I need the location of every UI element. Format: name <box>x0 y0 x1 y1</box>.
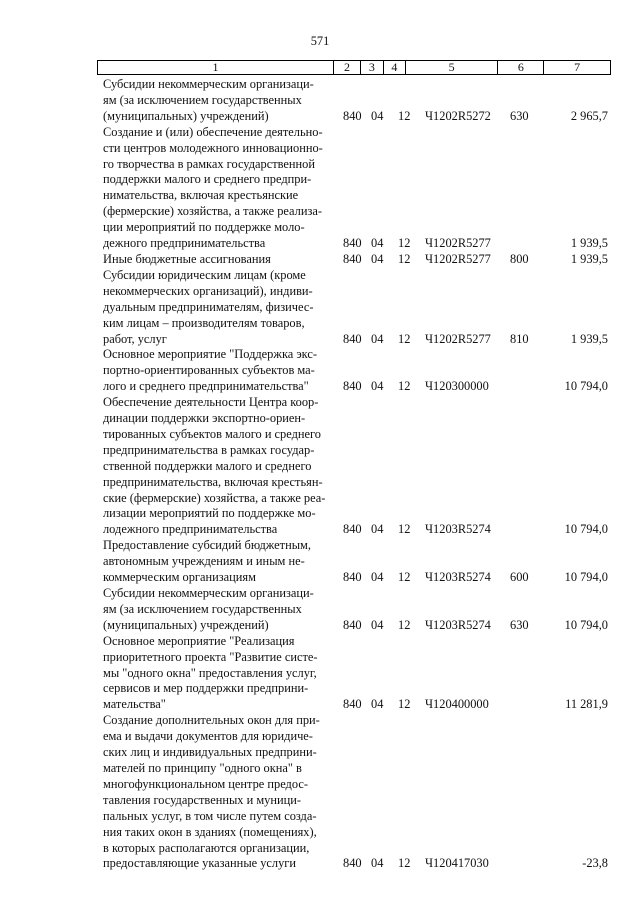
row-description <box>103 713 333 872</box>
description-line: коммерческим организациям <box>103 570 256 585</box>
table-body <box>0 77 640 872</box>
row-description <box>103 252 333 268</box>
cell-c7: 10 794,0 <box>564 522 608 537</box>
page-number: 571 <box>310 34 330 48</box>
cell-c7: 1 939,5 <box>570 251 608 266</box>
description-line: предпринимательства, включая крестьян- <box>103 474 323 489</box>
description-line: сти центров молодежного инновационно- <box>103 140 323 155</box>
cell-c4: 12 <box>398 108 411 123</box>
cell-c2: 840 <box>343 570 362 585</box>
header-col-5: 5 <box>406 61 499 74</box>
cell-c3: 04 <box>371 522 384 537</box>
cell-c2: 840 <box>343 697 362 712</box>
description-line: Основное мероприятие "Реализация <box>103 633 295 648</box>
cell-c3: 04 <box>371 379 384 394</box>
description-line: Обеспечение деятельности Центра коор- <box>103 395 319 410</box>
row-description <box>103 125 333 252</box>
description-line: ции мероприятий по поддержке моло- <box>103 220 305 235</box>
table-header <box>97 60 611 75</box>
description-line: мы "одного окна" предоставления услуг, <box>103 665 317 680</box>
cell-c3: 04 <box>371 108 384 123</box>
cell-c7: 2 965,7 <box>570 108 608 123</box>
description-line: Субсидии некоммерческим организаци- <box>103 77 314 91</box>
cell-c2: 840 <box>343 108 362 123</box>
description-line: Субсидии юридическим лицам (кроме <box>103 267 306 282</box>
table-row <box>0 713 640 872</box>
cell-c2: 840 <box>343 379 362 394</box>
cell-c5: Ч1203R5274 <box>425 617 491 632</box>
description-line: (муниципальных) учреждений) <box>103 617 269 632</box>
cell-c4: 12 <box>398 251 411 266</box>
description-line: лизации мероприятий по поддержке мо- <box>103 506 316 521</box>
table-row <box>0 268 640 348</box>
cell-c6: 600 <box>510 570 529 585</box>
cell-c3: 04 <box>371 617 384 632</box>
description-line: приоритетного проекта "Развитие систе- <box>103 649 318 664</box>
cell-c4: 12 <box>398 697 411 712</box>
description-line: динации поддержки экспортно-ориен- <box>103 411 306 426</box>
cell-c2: 840 <box>343 856 362 871</box>
cell-c2: 840 <box>343 617 362 632</box>
row-description <box>103 634 333 714</box>
row-description <box>103 395 333 538</box>
description-line: (муниципальных) учреждений) <box>103 108 269 123</box>
description-line: ственной поддержки малого и среднего <box>103 458 312 473</box>
description-line: Иные бюджетные ассигнования <box>103 251 271 266</box>
table-row <box>0 125 640 252</box>
cell-c4: 12 <box>398 617 411 632</box>
description-line: предпринимательства в рамках государ- <box>103 442 315 457</box>
table-row <box>0 586 640 634</box>
cell-c5: Ч120400000 <box>425 697 489 712</box>
cell-c7: -23,8 <box>582 856 608 871</box>
cell-c7: 11 281,9 <box>565 697 608 712</box>
table-row <box>0 347 640 395</box>
description-line: дуальным предпринимателям, физичес- <box>103 299 314 314</box>
cell-c3: 04 <box>371 856 384 871</box>
description-line: дежного предпринимательства <box>103 236 266 251</box>
description-line: поддержки малого и среднего предпри- <box>103 172 312 187</box>
description-line: работ, услуг <box>103 331 167 346</box>
header-col-1: 1 <box>98 61 334 74</box>
cell-c6: 800 <box>510 251 529 266</box>
row-description <box>103 538 333 586</box>
description-line: ских лиц и индивидуальных предприни- <box>103 745 317 760</box>
cell-c5: Ч1203R5274 <box>425 570 491 585</box>
table-row <box>0 395 640 538</box>
cell-c4: 12 <box>398 856 411 871</box>
description-line: сервисов и мер поддержки предприни- <box>103 681 309 696</box>
description-line: мательства" <box>103 697 166 712</box>
row-description <box>103 268 333 348</box>
cell-c6: 630 <box>510 617 529 632</box>
table-row <box>0 634 640 714</box>
description-line: лого и среднего предпринимательства" <box>103 379 309 394</box>
cell-c5: Ч1202R5277 <box>425 331 491 346</box>
table-row <box>0 77 640 125</box>
cell-c4: 12 <box>398 331 411 346</box>
cell-c2: 840 <box>343 251 362 266</box>
description-line: ема и выдачи документов для юридиче- <box>103 729 313 744</box>
description-line: ям (за исключением государственных <box>103 92 302 107</box>
cell-c4: 12 <box>398 570 411 585</box>
description-line: Создание и (или) обеспечение деятельно- <box>103 124 323 139</box>
cell-c5: Ч1202R5277 <box>425 251 491 266</box>
header-col-2: 2 <box>334 61 361 74</box>
cell-c5: Ч1202R5272 <box>425 108 491 123</box>
description-line: ские (фермерские) хозяйства, а также реа- <box>103 490 326 505</box>
cell-c3: 04 <box>371 570 384 585</box>
description-line: предоставляющие указанные услуги <box>103 856 297 871</box>
cell-c7: 10 794,0 <box>564 617 608 632</box>
description-line: тавления государственных и муници- <box>103 792 302 807</box>
description-line: Предоставление субсидий бюджетным, <box>103 538 311 553</box>
cell-c5: Ч1202R5277 <box>425 236 491 251</box>
cell-c5: Ч120417030 <box>425 856 489 871</box>
description-line: Основное мероприятие "Поддержка экс- <box>103 347 318 362</box>
description-line: мателей по принципу "одного окна" в <box>103 760 302 775</box>
table-row <box>0 252 640 268</box>
description-line: ям (за исключением государственных <box>103 601 302 616</box>
description-line: многофункциональном центре предос- <box>103 776 308 791</box>
description-line: (фермерские) хозяйства, а также реализа- <box>103 204 322 219</box>
description-line: лодежного предпринимательства <box>103 522 278 537</box>
description-line: ким лицам – производителям товаров, <box>103 315 305 330</box>
cell-c7: 1 939,5 <box>570 331 608 346</box>
description-line: Создание дополнительных окон для при- <box>103 713 320 728</box>
description-line: го творчества в рамках государственной <box>103 156 315 171</box>
cell-c4: 12 <box>398 379 411 394</box>
cell-c2: 840 <box>343 522 362 537</box>
description-line: тированных субъектов малого и среднего <box>103 426 321 441</box>
description-line: Субсидии некоммерческим организаци- <box>103 586 314 600</box>
cell-c5: Ч120300000 <box>425 379 489 394</box>
cell-c3: 04 <box>371 236 384 251</box>
description-line: пальных услуг, в том числе путем созда- <box>103 808 317 823</box>
cell-c6: 630 <box>510 108 529 123</box>
cell-c5: Ч1203R5274 <box>425 522 491 537</box>
cell-c4: 12 <box>398 236 411 251</box>
description-line: некоммерческих организаций), индиви- <box>103 283 313 298</box>
cell-c3: 04 <box>371 697 384 712</box>
header-col-6: 6 <box>498 61 544 74</box>
cell-c2: 840 <box>343 331 362 346</box>
description-line: в которых располагаются организации, <box>103 840 310 855</box>
cell-c3: 04 <box>371 251 384 266</box>
cell-c7: 10 794,0 <box>564 570 608 585</box>
header-col-3: 3 <box>361 61 384 74</box>
cell-c4: 12 <box>398 522 411 537</box>
row-description <box>103 77 333 125</box>
cell-c6: 810 <box>510 331 529 346</box>
row-description <box>103 586 333 634</box>
header-col-4: 4 <box>384 61 406 74</box>
description-line: ния таких окон в зданиях (помещениях), <box>103 824 317 839</box>
row-description <box>103 347 333 395</box>
cell-c2: 840 <box>343 236 362 251</box>
cell-c3: 04 <box>371 331 384 346</box>
description-line: автономным учреждениям и иным не- <box>103 554 305 569</box>
description-line: нимательства, включая крестьянские <box>103 188 299 203</box>
header-col-7: 7 <box>574 60 581 74</box>
cell-c7: 10 794,0 <box>564 379 608 394</box>
cell-c7: 1 939,5 <box>570 236 608 251</box>
description-line: портно-ориентированных субъектов ма- <box>103 363 315 378</box>
table-row <box>0 538 640 586</box>
